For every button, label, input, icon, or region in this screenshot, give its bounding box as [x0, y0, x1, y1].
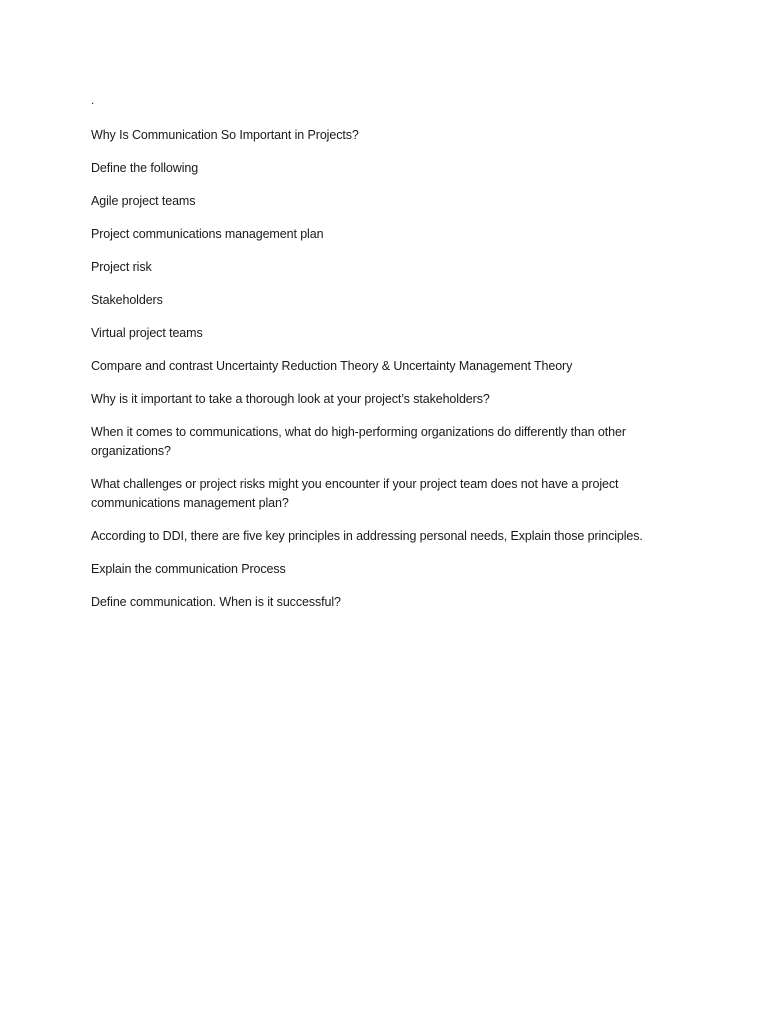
term-communications-management-plan: Project communications management plan: [91, 227, 324, 241]
question-high-performing-organizations: When it comes to communications, what do high-performing organizations do differently than other organizations?: [91, 425, 626, 458]
question-compare-theories: Compare and contrast Uncertainty Reduction Theory & Uncertainty Management Theory: [91, 359, 573, 373]
question-challenges-without-plan: What challenges or project risks might you encounter if your project team does not have a project communications management plan?: [91, 477, 619, 510]
term-project-risk: Project risk: [91, 260, 152, 274]
term-agile-project-teams: Agile project teams: [91, 194, 196, 208]
leading-mark: .: [91, 93, 95, 107]
define-the-following-heading: Define the following: [91, 161, 199, 175]
question-communication-process: Explain the communication Process: [91, 562, 286, 576]
question-communication-importance: Why Is Communication So Important in Projects?: [91, 128, 359, 142]
term-virtual-project-teams: Virtual project teams: [91, 326, 203, 340]
question-define-communication: Define communication. When is it successful?: [91, 595, 341, 609]
document-body: [91, 92, 681, 626]
question-stakeholders-look: Why is it important to take a thorough look at your project’s stakeholders?: [91, 392, 490, 406]
question-ddi-principles: According to DDI, there are five key principles in addressing personal needs, Explain those principles.: [91, 529, 643, 543]
term-stakeholders: Stakeholders: [91, 293, 163, 307]
